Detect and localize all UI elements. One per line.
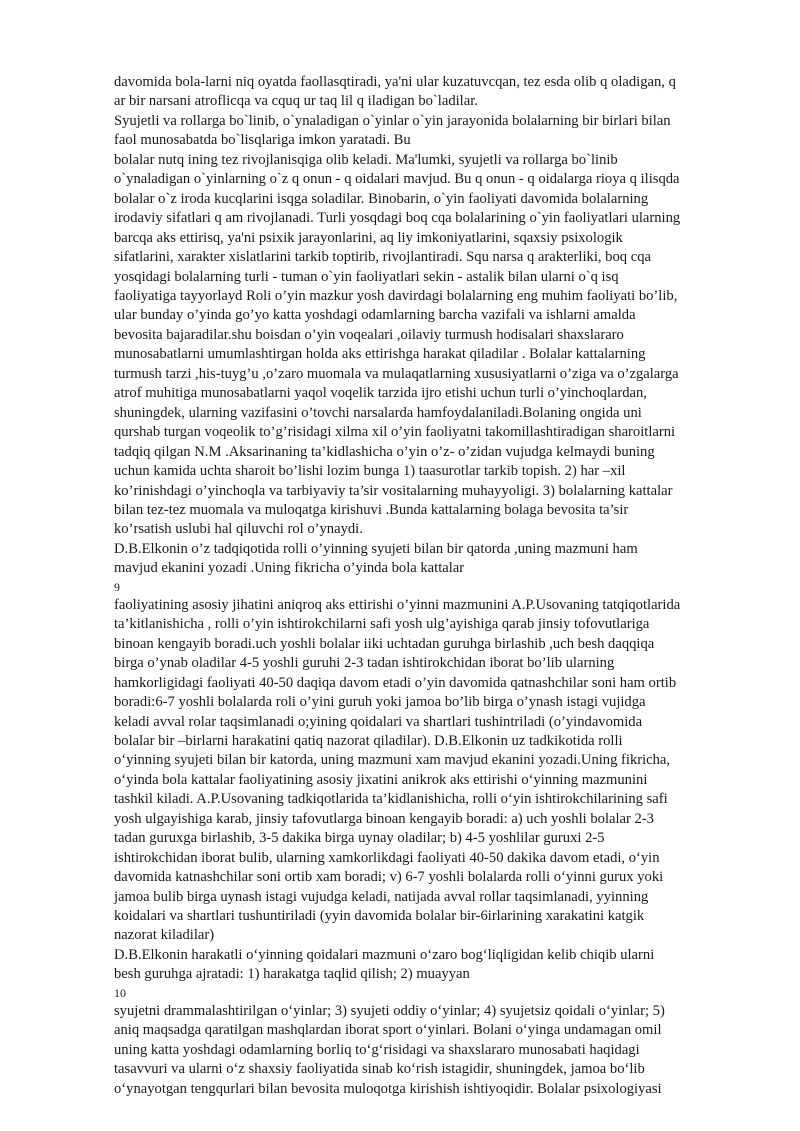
text-line: faoliyatining asosiy jihatini aniqroq aks ettirishi o’yinni mazmunini A.P.Usovaning tatqiqotlarida (114, 596, 681, 613)
text-line: o‘yinda bola kattalar faoliyatining asosiy jixatini anikrok aks ettirishi o‘yinning mazmunini (114, 771, 648, 788)
text-line: davomida bola-larni niq oyatda faollasqtiradi, ya'ni ular kuzatuvcqan, tez esda olib q oladigan, q (114, 74, 676, 90)
text-line: D.B.Elkonin o’z tadqiqotida rolli o’yinning syujeti bilan bir qatorda ,uning mazmuni ham (114, 540, 638, 557)
text-line: tadqiq qilgan N.M .Aksarinaning ta’kidlashicha o’yin o’z- o’zidan vujudga kelmaydi buning (114, 443, 655, 460)
text-line: faoliyatiga tayyorlayd Roli o’yin mazkur yosh davirdagi bolalarning eng muhim faoliyati bo’lib, (114, 287, 678, 304)
text-line: munosabatlarni umumlashtirgan holda aks ettirishga harakat qiladilar . Bolalar kattalarning (114, 346, 646, 363)
text-line: uning katta yoshdagi odamlarning borliq to‘g‘risidagi va shaxslararo munosabati haqidagi (114, 1041, 640, 1058)
text-line: D.B.Elkonin harakatli o‘yinning qoidalari mazmuni o‘zaro bog‘liqligidan kelib chiqib ularni (114, 946, 655, 963)
text-line: mavjud ekanini yozadi .Uning fikricha o’yinda bola kattalar (114, 560, 465, 577)
text-line: tadan guruxga birlashib, 3-5 dakika birga uynay oladilar; b) 4-5 yoshlilar guruxi 2-5 (114, 830, 605, 847)
text-line: jamoa bulib birga uynash istagi vujudga keladi, natijada avval rollar taqsimlanadi, yyinning (114, 888, 649, 905)
text-line: koidalari va shartlari tushuntiriladi (yyin davomida bolalar bir-6irlarining xarakatini katgik (114, 908, 645, 925)
text-line: uchun kamida uchta sharoit bo’lishi lozim bunga 1) taasurotlar tarkib topish. 2) har –xil (114, 463, 626, 480)
text-line: besh guruhga ajratadi: 1) harakatga taqlid qilish; 2) muayyan (114, 966, 470, 983)
text-line: turmush tarzi ,his-tuyg’u ,o’zaro muomala va mulaqatlarning xususiyatlarni o’ziga va o’zgalarga (114, 365, 679, 382)
text-line: o‘ynayotgan tengqurlari bilan bevosita muloqotga kirishish ishtiyoqidir. Bolalar psixologiyasi (114, 1080, 662, 1097)
text-line: ular bunday o’yinda go’yo katta yoshdagi odamlarning barcha vazifali va ishlarni amalda (114, 307, 636, 324)
text-line: ko’rinishdagi o’yinchoqla va tarbiyaviy ta’sir vositalarning muhayyoligi. 3) bolalarning kattalar (114, 482, 673, 499)
text-line: bolalar bir –birlarni harakatini qatiq nazorat qiladilar). D.B.Elkonin uz tadkikotida rolli (114, 732, 623, 749)
text-line: boradi:6-7 yoshli bolalarda roli o’yini guruh yoki jamoa bo’lib birga o’ynash istagi vujidga (114, 694, 646, 711)
page-number: 10 (114, 985, 126, 1000)
document-page (114, 73, 744, 1099)
text-line: tashkil kiladi. A.P.Usovaning tadkiqotlarida ta’kidlanishicha, rolli o‘yin ishtirokchilarining safi (114, 791, 668, 808)
text-line: ar bir narsani atroflicqa va cquq ur taq lil q iladigan bo`ladilar. (114, 93, 478, 110)
text-line: bolalar nutq ining tez rivojlanisqiga olib keladi. Ma'lumki, syujetli va rollarga bo`linib (114, 151, 618, 168)
text-line: o‘yinning syujeti bilan bir katorda, uning mazmuni xam mavjud ekanini yozadi.Uning fikricha, (114, 752, 671, 769)
text-line: bolalar o`z iroda kucqlarini isqga soladilar. Binobarin, o`yin faoliyati davomida bolalarning (114, 190, 649, 207)
text-line: tasavvuri va ularni o‘z shaxsiy faoliyatida sinab ko‘rish istagidir, shuningdek, jamoa bo‘lib (114, 1061, 645, 1078)
text-line: shuningdek, ularning vazifasini o’tovchi narsalarda hamfoydalaniladi.Bolaning ongida uni (114, 404, 642, 421)
text-line: aniq maqsadga qaratilgan mashqlardan iborat sport o‘yinlari. Bolani o‘yinga undamagan omil (114, 1022, 662, 1039)
text-line: qurshab turgan voqeolik to’g’risidagi xilma xil o’yin faoliyatni takomillashtiradigan sharoitlarni (114, 424, 676, 441)
text-line: binoan kengayib boradi.uch yoshli bolalar iiki uchtadan guruhga birlashib ,uch besh daqqiqa (114, 635, 655, 652)
text-line: yosqidagi bolalarning turli - tuman o`yin faoliyatlari sekin - astalik bilan ularni o`q isq (114, 268, 619, 285)
text-line: sifatlarini, xarakter xislatlarini tarkib toptirib, rivojlantiradi. Squ narsa q arakterliki, boq cqa (114, 249, 651, 266)
text-line: ta’kitlanishicha , rolli o’yin ishtirokchilarni safi yosh ulg’ayishiga qarab jinsiy tofovutlariga (114, 616, 650, 633)
text-line: bevosita bajaradilar.shu boisdan o’yin voqealari ,oilaviy turmush hodisalari shaxslararo (114, 326, 624, 343)
text-line: Syujetli va rollarga bo`linib, o`ynaladigan o`yinlar o`yin jarayonida bolalarning bir birlari bilan (114, 112, 671, 129)
text-line: irodaviy sifatlari q am rivojlanadi. Turli yosqdagi boq cqa bolalarining o`yin faoliyatlari ularning (114, 210, 681, 227)
text-line: atrof muhitiga munosabatlarni yaqol voqelik tarzida ijro etishi uchun turli o’yinchoqlardan, (114, 385, 647, 402)
text-line: nazorat kiladilar) (114, 927, 215, 944)
text-line: davomida katnashchilar soni ortib xam boradi; v) 6-7 yoshli bolalarda rolli o‘yinni gurux yoki (114, 869, 664, 886)
text-line: o`ynaladigan o`yinlarning o`z q onun - q oidalari mavjud. Bu q onun - q oidalarga rioya q ilisqda (114, 171, 680, 188)
text-line: birga o’ynab oladilar 4-5 yoshli guruhi 2-3 tadan ishtirokchidan iborat bo’lib ularning (114, 655, 615, 672)
text-line: hamkorligidagi faoliyati 40-50 daqiqa davom etadi o’yin davomida qatnashchilar soni ham ortib (114, 674, 677, 691)
text-line: keladi avval rolar taqsimlanadi o;yining qoidalari va shartlari tushintriladi (o’yindavomida (114, 713, 643, 730)
text-line: ko’rsatish uslubi hal qiluvchi rol o’ynaydi. (114, 521, 363, 538)
page-number: 9 (114, 579, 120, 594)
text-line: barcqa aks ettirisq, ya'ni psixik jarayonlarini, aq liy imkoniyatlarini, sqaxsiy psixologik (114, 229, 623, 246)
text-line: syujetni drammalashtirilgan o‘yinlar; 3) syujeti oddiy o‘yinlar; 4) syujetsiz qoidali o‘yinlar; 5) (114, 1002, 665, 1019)
text-line: bilan tez-tez muomala va muloqatga kirishuvi .Bunda kattalarning bolaga bevosita ta’sir (114, 501, 629, 518)
text-line: yosh ulgayishiga karab, jinsiy tafovutlarga binoan kengayib boradi: a) uch yoshli bolalar 2-3 (114, 810, 654, 827)
text-line: ishtirokchidan iborat bulib, ularning xamkorlikdagi faoliyati 40-50 dakika davom etadi, o‘yin (114, 849, 660, 866)
text-line: faol munosabatda bo`lisqlariga imkon yaratadi. Bu (114, 132, 411, 149)
